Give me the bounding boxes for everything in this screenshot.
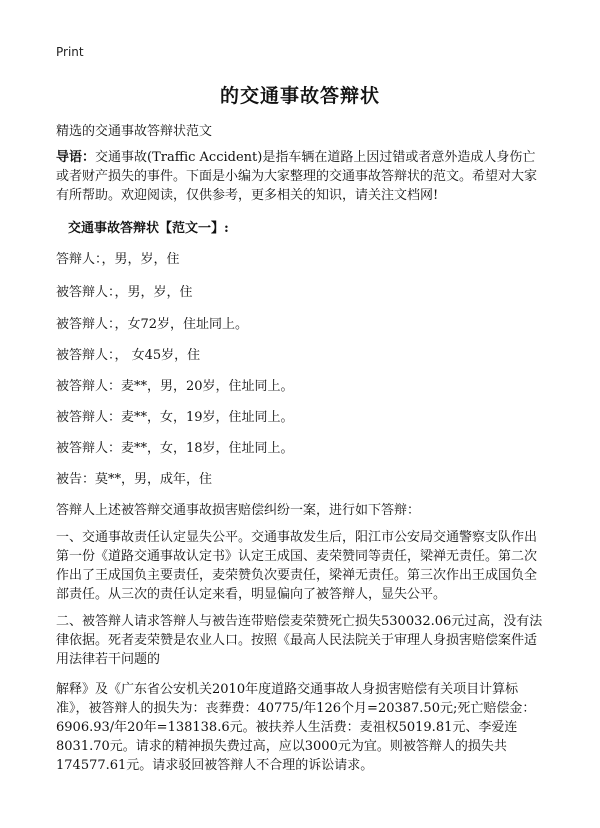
party-line-defendant: 被告：莫**，男，成年，住: [56, 472, 213, 487]
document-subtitle: 精选的交通事故答辩状范文: [56, 124, 213, 139]
party-line-appellee-4: 被答辩人：麦**，男，20岁，住址同上。: [56, 379, 294, 394]
party-line-appellee-3: 被答辩人：， 女45岁，住: [56, 348, 201, 363]
paragraph-one: 一、交通事故责任认定显失公平。交通事故发生后，阳江市公安局交通警察支队作出第一份《道路交通事故认定书》认定王成国、麦荣赞同等责任，梁禅无责任。第二次作出了王成国负主要责任，麦荣赞负次要责任，梁禅无责任。第三次作出王成国负全部责任。从三次的责任认定来看，明显偏向了被答辩人，显失公平。: [56, 530, 538, 602]
intro-paragraph: [56, 148, 546, 205]
party-line-respondent: 答辩人：，男，岁，住: [56, 252, 180, 267]
section-heading: 交通事故答辩状【范文一】:: [68, 221, 229, 236]
intro-lead: 导语：: [56, 150, 96, 165]
party-line-appellee-2: 被答辩人：，女72岁，住址同上。: [56, 317, 249, 332]
party-line-appellee-6: 被答辩人：麦**，女，18岁，住址同上。: [56, 441, 294, 456]
statement-line: 答辩人上述被答辩交通事故损害赔偿纠纷一案，进行如下答辩：: [56, 503, 421, 518]
paragraph-three: 解释》及《广东省公安机关2010年度道路交通事故人身损害赔偿有关项目计算标准》，被答辩人的损失为：丧葬费：40775/年126个月=20387.50元;死亡赔偿金：6906.93/年20年=138138.6元。被扶养人生活费：麦祖权5019.81元、李爱连8031.70元。请求的精神损失费过高，应以3000元为宜。则被答辩人的损失共174577.61元。请求驳回被答辩人不合理的诉讼请求。: [56, 682, 536, 773]
paragraph-two: 二、被答辩人请求答辩人与被告连带赔偿麦荣赞死亡损失530032.06元过高，没有法律依据。死者麦荣赞是农业人口。按照《最高人民法院关于审理人身损害赔偿案件适用法律若干问题的: [56, 614, 543, 667]
document-title: 的交通事故答辩状: [219, 85, 380, 107]
intro-text: 交通事故(Traffic Accident)是指车辆在道路上因过错或者意外造成人身伤亡或者财产损失的事件。下面是小编为大家整理的交通事故答辩状的范文。希望对大家有所帮助。欢迎阅读，仅供参考，更多相关的知识，请关注文档网!: [56, 150, 538, 203]
party-line-appellee-5: 被答辩人：麦**，女，19岁，住址同上。: [56, 410, 294, 425]
party-line-appellee-1: 被答辩人：，男，岁，住: [56, 285, 193, 300]
print-link[interactable]: Print: [56, 45, 84, 59]
